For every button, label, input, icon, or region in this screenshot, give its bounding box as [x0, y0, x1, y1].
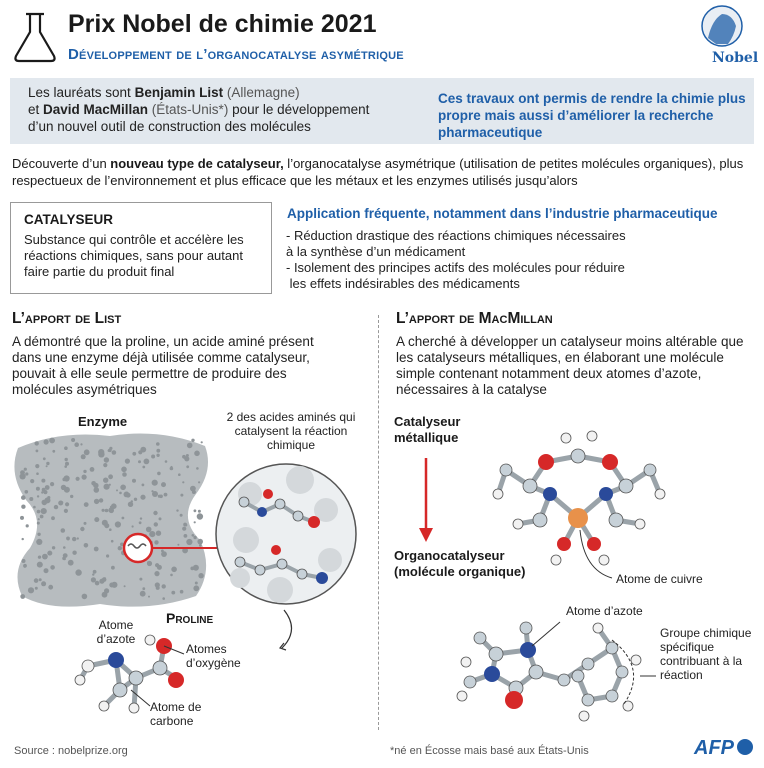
enzyme-texture-dot [140, 495, 145, 500]
enzyme-texture-dot [29, 497, 33, 501]
enzyme-texture-dot [159, 517, 162, 520]
enzyme-texture-dot [103, 478, 108, 483]
enzyme-texture-dot [94, 547, 99, 552]
enzyme-texture-dot [122, 472, 127, 477]
enzyme-texture-dot [46, 465, 48, 467]
enzyme-texture-dot [44, 439, 49, 444]
enzyme-texture-dot [37, 510, 41, 514]
enzyme-texture-dot [111, 582, 117, 588]
enzyme-texture-dot [115, 521, 121, 527]
list-item: à la synthèse d’un médicament [286, 244, 466, 259]
enzyme-texture-dot [81, 454, 86, 459]
zoom-circle [216, 464, 356, 604]
enzyme-texture-dot [193, 585, 199, 591]
enzyme-texture-dot [109, 528, 112, 531]
enzyme-texture-dot [80, 527, 84, 531]
enzyme-texture-dot [50, 565, 55, 570]
enzyme-texture-dot [25, 490, 29, 494]
enzyme-texture-dot [50, 482, 54, 486]
enzyme-texture-dot [65, 462, 69, 466]
laureate-1-name: Benjamin List [134, 85, 224, 100]
enzyme-texture-dot [35, 587, 38, 590]
enzyme-texture-dot [194, 451, 200, 457]
enzyme-texture-dot [67, 538, 70, 541]
enzyme-texture-dot [28, 587, 34, 593]
enzyme-texture-dot [36, 450, 39, 453]
enzyme-texture-dot [180, 514, 183, 517]
enzyme-texture-dot [177, 544, 179, 546]
enzyme-texture-dot [178, 473, 181, 476]
enzyme-texture-dot [64, 509, 68, 513]
enzyme-texture-dot [118, 546, 122, 550]
enzyme-texture-dot [84, 449, 90, 455]
enzyme-texture-dot [40, 515, 44, 519]
enzyme-texture-dot [47, 496, 50, 499]
enzyme-texture-dot [41, 508, 47, 514]
enzyme-texture-dot [154, 571, 159, 576]
enzyme-texture-dot [84, 502, 89, 507]
enzyme-texture-dot [198, 573, 203, 578]
list-item: les effets indésirables des médicaments [286, 276, 520, 291]
enzyme-texture-dot [70, 495, 73, 498]
enzyme-texture-dot [197, 513, 203, 519]
enzyme-texture-dot [72, 537, 76, 541]
enzyme-texture-dot [36, 487, 40, 491]
enzyme-texture-dot [162, 597, 165, 600]
enzyme-texture-dot [156, 442, 160, 446]
enzyme-texture-dot [24, 468, 27, 471]
enzyme-texture-dot [21, 495, 26, 500]
enzyme-texture-dot [93, 570, 97, 574]
catalyseur-definition: Substance qui contrôle et accélère les réactions chimiques, sans pour autant faire partie du produit final [24, 232, 244, 279]
laureates-text: Les lauréats sont Benjamin List (Allemagne) et David MacMillan (États-Unis*) pour le développement d’un nouvel outil de construction des molécules [28, 85, 370, 134]
section-divider [378, 315, 379, 730]
enzyme-texture-dot [153, 511, 157, 515]
enzyme-texture-dot [184, 456, 189, 461]
enzyme-texture-dot [184, 534, 188, 538]
enzyme-texture-dot [80, 443, 82, 445]
enzyme-structure [14, 434, 208, 607]
enzyme-texture-dot [52, 546, 55, 549]
enzyme-texture-dot [82, 475, 87, 480]
enzyme-texture-dot [152, 480, 158, 486]
enzyme-texture-dot [48, 585, 53, 590]
enzyme-texture-dot [20, 516, 24, 520]
enzyme-texture-dot [64, 487, 70, 493]
enzyme-texture-dot [63, 546, 66, 549]
macmillan-section-title: L’apport de MacMillan [396, 310, 553, 327]
enzyme-texture-dot [158, 495, 161, 498]
enzyme-texture-dot [91, 481, 96, 486]
enzyme-texture-dot [139, 521, 142, 524]
enzyme-texture-dot [98, 449, 104, 455]
enzyme-texture-dot [140, 591, 146, 597]
enzyme-texture-dot [33, 506, 36, 509]
enzyme-texture-dot [156, 454, 159, 457]
enzyme-texture-dot [180, 590, 184, 594]
enzyme-texture-dot [112, 450, 117, 455]
enzyme-texture-dot [198, 510, 201, 513]
enzyme-texture-dot [184, 524, 187, 527]
enzyme-texture-dot [116, 489, 118, 491]
enzyme-texture-dot [49, 438, 55, 444]
enzyme-texture-dot [82, 594, 88, 600]
enzyme-texture-dot [193, 565, 199, 571]
enzyme-texture-dot [20, 594, 25, 599]
enzyme-texture-dot [199, 544, 202, 547]
enzyme-texture-dot [193, 536, 196, 539]
list-item: - Isolement des principes actifs des molécules pour réduire [286, 260, 625, 275]
zoom-label: 2 des acides aminés qui catalysent la réaction chimique [226, 410, 356, 452]
enzyme-texture-dot [182, 527, 186, 531]
enzyme-texture-dot [164, 493, 168, 497]
enzyme-texture-dot [194, 509, 197, 512]
enzyme-texture-dot [99, 498, 103, 502]
enzyme-texture-dot [77, 537, 79, 539]
enzyme-texture-dot [171, 591, 175, 595]
enzyme-texture-dot [37, 562, 43, 568]
enzyme-texture-dot [132, 525, 134, 527]
enzyme-texture-dot [157, 472, 161, 476]
list-item: - Réduction drastique des réactions chimiques nécessaires [286, 228, 626, 243]
enzyme-texture-dot [144, 459, 150, 465]
enzyme-texture-dot [72, 551, 76, 555]
enzyme-texture-dot [186, 539, 192, 545]
enzyme-texture-dot [63, 553, 68, 558]
enzyme-texture-dot [196, 467, 199, 470]
footnote: *né en Écosse mais basé aux États-Unis [390, 745, 589, 757]
enzyme-texture-dot [35, 441, 39, 445]
enzyme-texture-dot [198, 481, 200, 483]
enzyme-texture-dot [161, 482, 166, 487]
enzyme-texture-dot [195, 582, 198, 585]
enzyme-texture-dot [22, 559, 26, 563]
enzyme-texture-dot [47, 551, 52, 556]
enzyme-texture-dot [104, 457, 109, 462]
organocatalyst-label: Organocatalyseur (molécule organique) [394, 548, 526, 579]
enzyme-texture-dot [42, 554, 48, 560]
enzyme-texture-dot [35, 464, 39, 468]
enzyme-texture-dot [105, 509, 109, 513]
enzyme-texture-dot [154, 540, 158, 544]
application-title: Application fréquente, notamment dans l’industrie pharmaceutique [287, 206, 718, 221]
enzyme-texture-dot [111, 540, 114, 543]
enzyme-texture-dot [108, 474, 113, 479]
enzyme-texture-dot [197, 539, 203, 545]
page-subtitle: Développement de l’organocatalyse asymétrique [68, 46, 404, 63]
enzyme-texture-dot [108, 449, 111, 452]
enzyme-texture-dot [119, 492, 122, 495]
enzyme-texture-dot [37, 495, 39, 497]
enzyme-texture-dot [180, 494, 183, 497]
enzyme-texture-dot [148, 596, 150, 598]
enzyme-texture-dot [26, 524, 29, 527]
enzyme-texture-dot [22, 538, 24, 540]
enzyme-texture-dot [155, 582, 160, 587]
enzyme-texture-dot [41, 491, 43, 493]
enzyme-texture-dot [111, 566, 115, 570]
enzyme-texture-dot [132, 452, 136, 456]
enzyme-texture-dot [51, 516, 55, 520]
enzyme-texture-dot [104, 577, 106, 579]
enzyme-texture-dot [165, 460, 168, 463]
enzyme-texture-dot [154, 522, 158, 526]
enzyme-texture-dot [104, 523, 109, 528]
enzyme-texture-dot [37, 522, 40, 525]
enzyme-texture-dot [30, 479, 34, 483]
enzyme-texture-dot [111, 503, 117, 509]
enzyme-texture-dot [21, 505, 25, 509]
enzyme-texture-dot [25, 472, 28, 475]
nobel-logo-text: Nobel [712, 50, 759, 66]
enzyme-texture-dot [132, 479, 136, 483]
enzyme-texture-dot [91, 577, 96, 582]
enzyme-texture-dot [103, 463, 107, 467]
enzyme-texture-dot [176, 509, 178, 511]
enzyme-texture-dot [171, 567, 177, 573]
enzyme-texture-dot [62, 478, 66, 482]
enzyme-texture-dot [94, 487, 100, 493]
enzyme-texture-dot [156, 449, 160, 453]
enzyme-texture-dot [156, 531, 161, 536]
organocatalyst-molecule [457, 622, 641, 721]
organo-nitrogen-label: Atome d’azote [566, 604, 643, 618]
proline-nitrogen-label: Atome d’azote [96, 618, 136, 646]
enzyme-texture-dot [194, 521, 196, 523]
enzyme-texture-dot [38, 518, 40, 520]
enzyme-texture-dot [83, 470, 86, 473]
enzyme-texture-dot [68, 560, 74, 566]
enzyme-texture-dot [182, 481, 184, 483]
enzyme-texture-dot [151, 455, 155, 459]
enzyme-texture-dot [42, 488, 46, 492]
enzyme-texture-dot [134, 498, 137, 501]
enzyme-texture-dot [190, 486, 196, 492]
enzyme-texture-dot [149, 531, 155, 537]
enzyme-texture-dot [170, 467, 174, 471]
enzyme-texture-dot [94, 517, 99, 522]
copper-atom-label: Atome de cuivre [616, 572, 703, 586]
enzyme-texture-dot [124, 492, 130, 498]
enzyme-texture-dot [95, 581, 100, 586]
enzyme-texture-dot [84, 543, 89, 548]
catalyseur-title: CATALYSEUR [24, 212, 114, 227]
enzyme-texture-dot [65, 502, 69, 506]
transformation-arrow [419, 458, 433, 542]
enzyme-texture-dot [147, 561, 152, 566]
page-title: Prix Nobel de chimie 2021 [68, 10, 377, 38]
enzyme-texture-dot [139, 578, 142, 581]
enzyme-texture-dot [201, 441, 203, 443]
enzyme-texture-dot [122, 517, 125, 520]
enzyme-texture-dot [140, 447, 146, 453]
enzyme-texture-dot [124, 585, 126, 587]
flask-icon [15, 14, 54, 61]
enzyme-texture-dot [123, 485, 126, 488]
enzyme-texture-dot [106, 554, 109, 557]
metal-catalyst-molecule [493, 431, 665, 565]
enzyme-texture-dot [76, 477, 80, 481]
enzyme-texture-dot [54, 505, 58, 509]
enzyme-texture-dot [36, 539, 42, 545]
enzyme-texture-dot [34, 578, 39, 583]
chemical-group-label: Groupe chimique spécifique contribuant à la réaction [660, 626, 752, 682]
enzyme-texture-dot [71, 438, 75, 442]
list-section-text: A démontré que la proline, un acide aminé présent dans une enzyme déjà utilisée comme catalyseur, pouvait à elle seule permettre de produire des molécules asymétriques [12, 334, 314, 397]
enzyme-texture-dot [191, 439, 194, 442]
enzyme-label: Enzyme [78, 414, 128, 429]
enzyme-texture-dot [121, 467, 127, 473]
enzyme-texture-dot [38, 556, 41, 559]
enzyme-texture-dot [52, 450, 55, 453]
enzyme-texture-dot [109, 484, 111, 486]
afp-logo: AFP [694, 737, 753, 760]
enzyme-texture-dot [90, 467, 95, 472]
enzyme-texture-dot [43, 457, 46, 460]
macmillan-section-text: A cherché à développer un catalyseur moins altérable que les catalyseurs métalliques, en élaborant une molécule simple contenant notamment deux atomes d’azote, nécessaires à la catalyse [396, 334, 744, 397]
enzyme-texture-dot [162, 584, 166, 588]
enzyme-texture-dot [99, 579, 104, 584]
enzyme-texture-dot [84, 522, 87, 525]
enzyme-texture-dot [192, 534, 195, 537]
enzyme-texture-dot [170, 574, 173, 577]
proline-oxygen-label: Atomes d’oxygène [186, 642, 241, 670]
proline-label: Proline [166, 610, 214, 626]
enzyme-texture-dot [94, 499, 99, 504]
enzyme-texture-dot [187, 443, 193, 449]
enzyme-texture-dot [39, 578, 42, 581]
enzyme-texture-dot [142, 466, 145, 469]
enzyme-texture-dot [186, 465, 189, 468]
enzyme-texture-dot [146, 527, 152, 533]
enzyme-texture-dot [45, 485, 50, 490]
impact-statement: Ces travaux ont permis de rendre la chimie plus propre mais aussi d’améliorer la recherche pharmaceutique [438, 91, 746, 140]
enzyme-texture-dot [125, 459, 130, 464]
enzyme-texture-dot [41, 479, 45, 483]
enzyme-texture-dot [24, 566, 26, 568]
enzyme-texture-dot [92, 573, 94, 575]
proline-carbon-label: Atome de carbone [150, 700, 202, 728]
list-section-title: L’apport de List [12, 310, 122, 327]
enzyme-texture-dot [75, 569, 81, 575]
enzyme-texture-dot [64, 446, 68, 450]
metal-catalyst-label: Catalyseur métallique [394, 414, 461, 445]
laureate-2-name: David MacMillan [43, 102, 149, 117]
enzyme-texture-dot [41, 581, 46, 586]
enzyme-texture-dot [44, 568, 49, 573]
enzyme-texture-dot [74, 442, 79, 447]
enzyme-texture-dot [109, 509, 113, 513]
enzyme-texture-dot [102, 509, 105, 512]
enzyme-texture-dot [151, 490, 153, 492]
enzyme-texture-dot [138, 460, 141, 463]
enzyme-texture-dot [61, 528, 66, 533]
nobel-medal-icon [702, 6, 742, 46]
enzyme-texture-dot [61, 501, 63, 503]
enzyme-texture-dot [46, 462, 49, 465]
source-note: Source : nobelprize.org [14, 745, 128, 757]
application-list [286, 228, 756, 292]
enzyme-texture-dot [37, 533, 40, 536]
zoom-to-proline-arrow [282, 610, 292, 648]
enzyme-texture-dot [20, 473, 26, 479]
enzyme-texture-dot [161, 551, 167, 557]
intro-paragraph: Découverte d’un nouveau type de catalyseur, l’organocatalyse asymétrique (utilisation de petites molécules organiques), plus respectueux de l’environnement et plus efficace que les métaux et les enzymes utilisés jusqu’alors [12, 156, 744, 188]
enzyme-texture-dot [131, 500, 133, 502]
enzyme-texture-dot [36, 472, 39, 475]
enzyme-texture-dot [104, 588, 109, 593]
enzyme-texture-dot [157, 565, 162, 570]
enzyme-texture-dot [142, 587, 145, 590]
enzyme-texture-dot [142, 484, 145, 487]
enzyme-texture-dot [140, 517, 142, 519]
enzyme-texture-dot [65, 458, 68, 461]
